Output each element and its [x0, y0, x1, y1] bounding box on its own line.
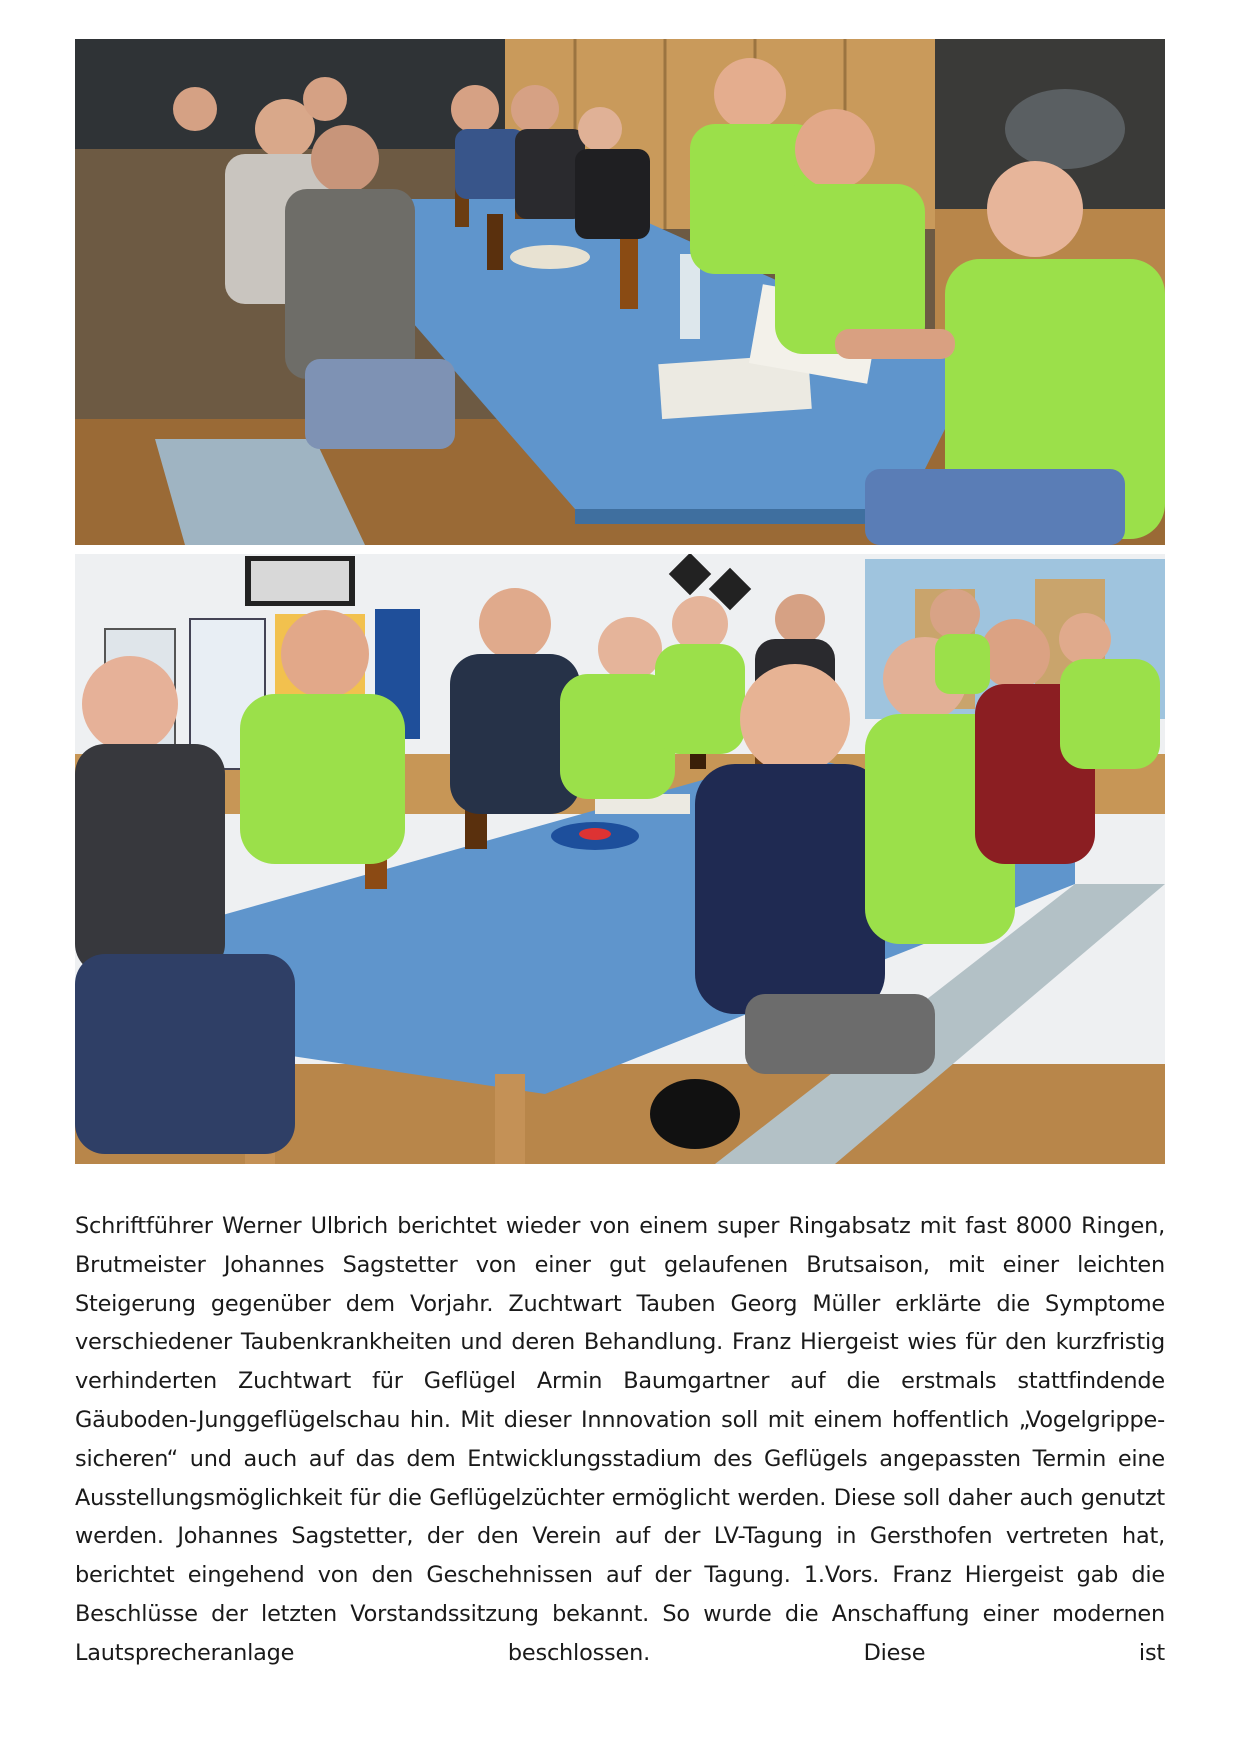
meeting-photo-bottom [75, 554, 1165, 1164]
photo-top-drawing [75, 39, 1165, 545]
article-paragraph: Schriftführer Werner Ulbrich berichtet wieder von einem super Ringabsatz mit fast 8000 Ringen, Brutmeister Johannes Sagstetter von einer gut gelaufenen Brutsaison, mit einer leichten Steigerung gegenüber dem Vorjahr. Zuchtwart Tauben Georg Müller erklärte die Symptome verschiedener Taubenkrankheiten und deren Behandlung. Franz Hiergeist wies für den kurzfristig verhinderten Zuchtwart für Geflügel Armin Baumgartner auf die erstmals stattfindende Gäuboden-Junggeflügelschau hin. Mit dieser Innnovation soll mit einem hoffentlich „Vogelgrippe-sicheren“ und auch auf das dem Entwicklungsstadium des Geflügels angepassten Termin eine Ausstellungsmöglichkeit für die Geflügelzüchter ermöglicht werden. Diese soll daher auch genutzt werden. Johannes Sagstetter, der den Verein auf der LV-Tagung in Gersthofen vertreten hat, berichtet eingehend von den Geschehnissen auf der Tagung. 1.Vors. Franz Hiergeist gab die Beschlüsse der letzten Vorstandssitzung bekannt. So wurde die Anschaffung einer modernen Lautsprecheranlage beschlossen. Diese ist [75, 1213, 1165, 1666]
meeting-photo-top [75, 39, 1165, 545]
photo-bottom-drawing [75, 554, 1165, 1164]
article-text [75, 1207, 1165, 1673]
